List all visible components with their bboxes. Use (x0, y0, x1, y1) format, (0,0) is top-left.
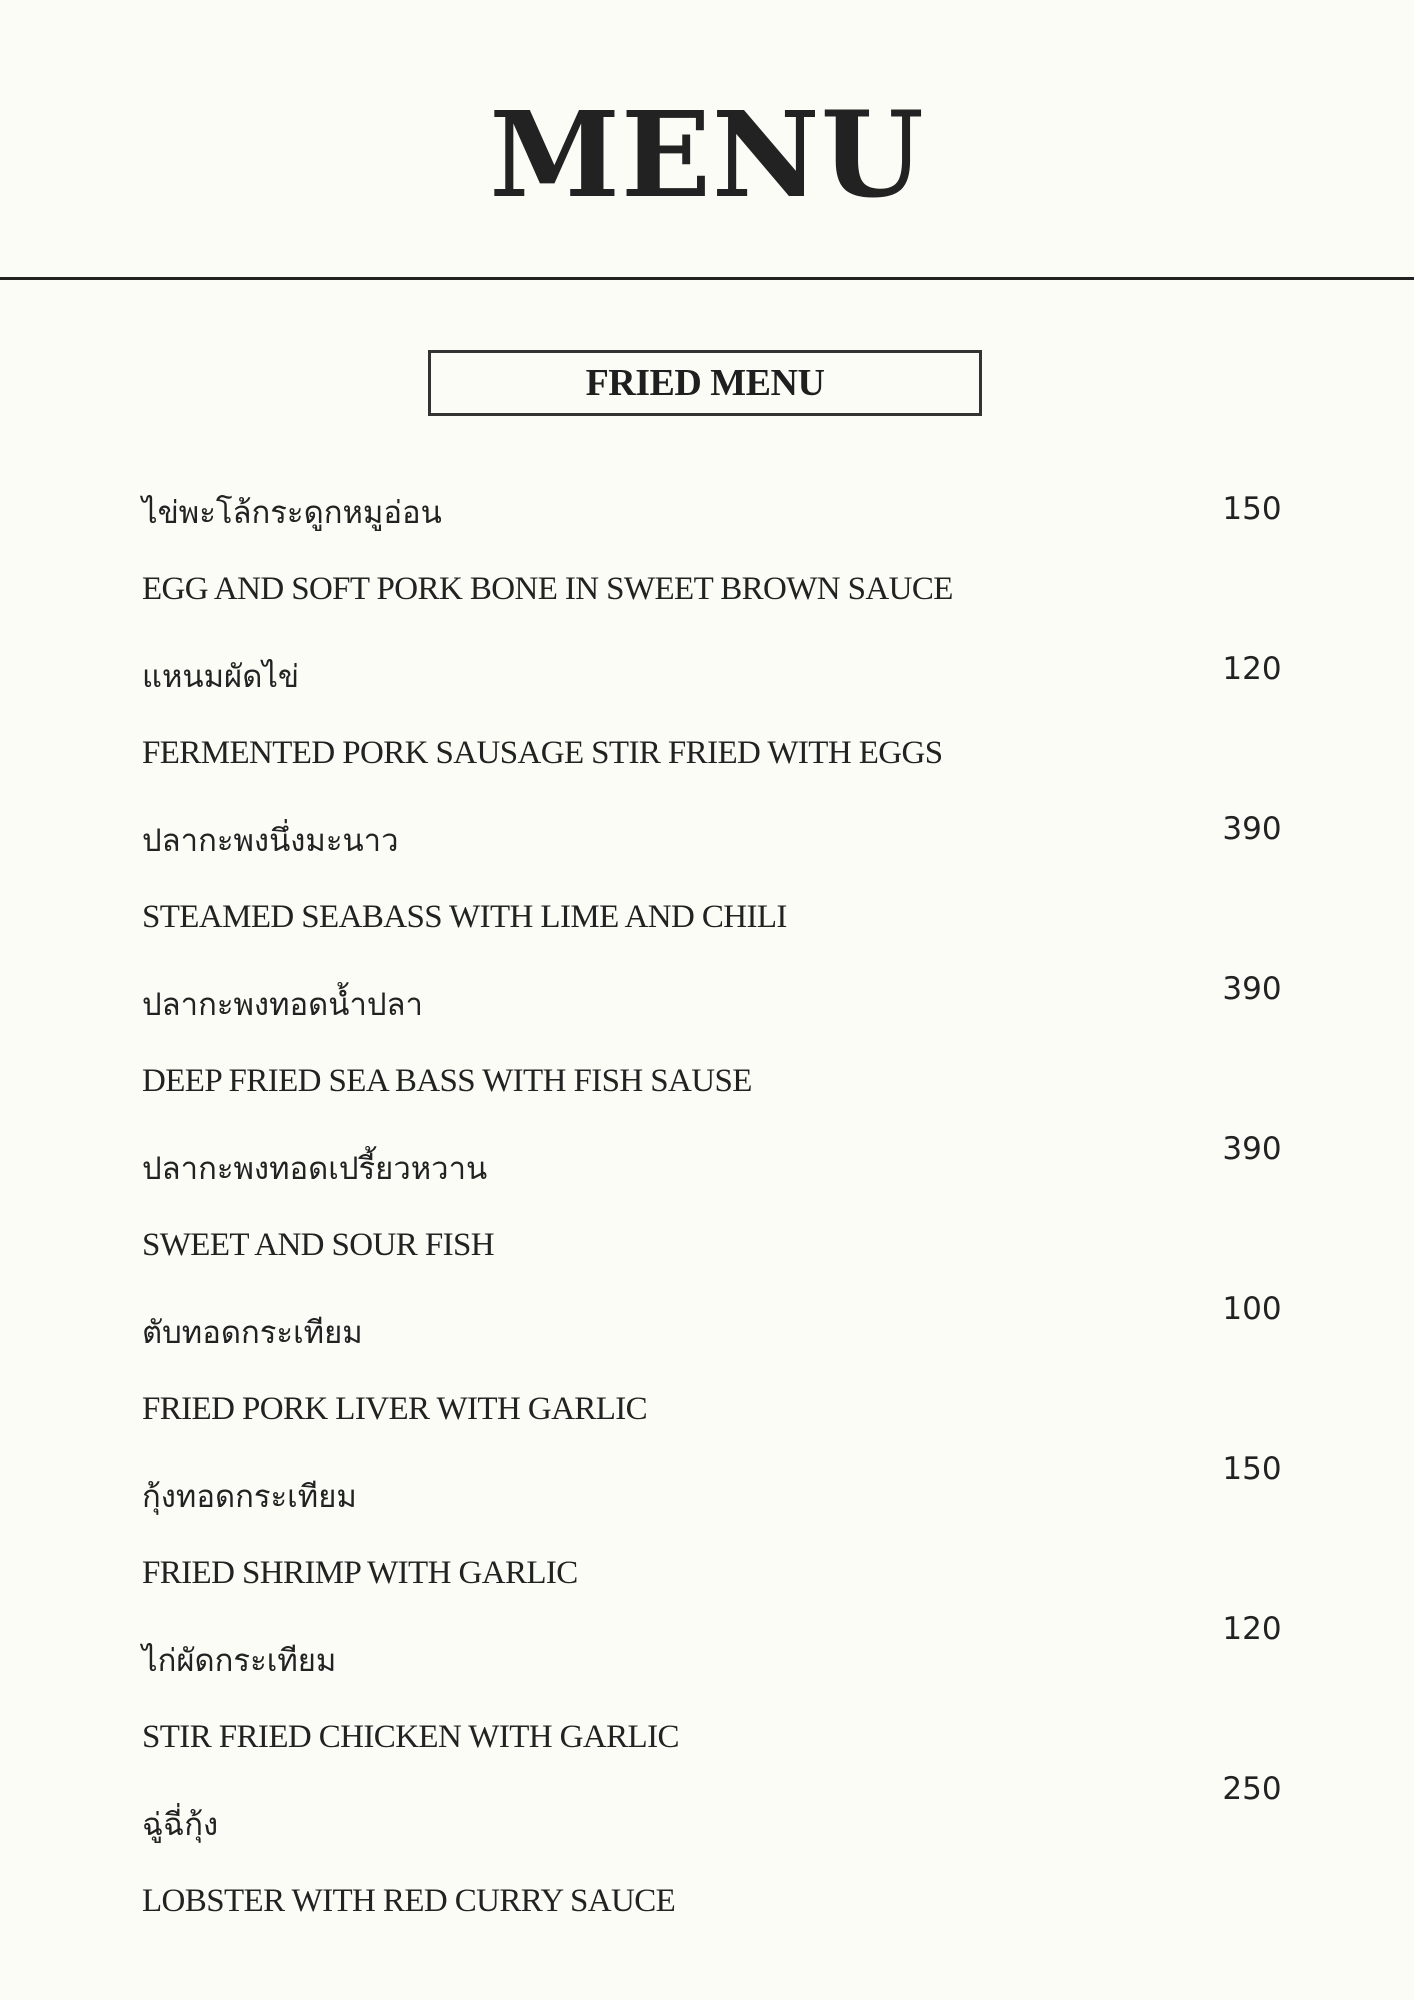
menu-item-price: 250 (1222, 1771, 1282, 1807)
menu-item-thai-name: ไก่ผัดกระเทียม (142, 1643, 337, 1679)
menu-item-price: 390 (1222, 1131, 1282, 1167)
menu-item-thai-name: แหนมผัดไข่ (142, 659, 300, 695)
menu-item-english-name: DEEP FRIED SEA BASS WITH FISH SAUSE (142, 1063, 752, 1099)
menu-item-price: 120 (1222, 651, 1282, 687)
menu-item-price: 100 (1222, 1291, 1282, 1327)
header-divider (0, 277, 1414, 280)
menu-item-thai-name: ไข่พะโล้กระดูกหมูอ่อน (142, 495, 442, 531)
page-title: MENU (489, 85, 925, 224)
menu-item-english-name: LOBSTER WITH RED CURRY SAUCE (142, 1883, 676, 1919)
section-title: FRIED MENU (585, 362, 825, 404)
menu-item-thai-name: กุ้งทอดกระเทียม (142, 1479, 357, 1515)
menu-item-price: 120 (1222, 1611, 1282, 1647)
menu-item-english-name: STEAMED SEABASS WITH LIME AND CHILI (142, 899, 787, 935)
menu-item-english-name: FERMENTED PORK SAUSAGE STIR FRIED WITH EGGS (142, 735, 943, 771)
menu-item-english-name: FRIED SHRIMP WITH GARLIC (142, 1555, 578, 1591)
menu-item-english-name: SWEET AND SOUR FISH (142, 1227, 494, 1263)
menu-item-price: 390 (1222, 971, 1282, 1007)
menu-item-thai-name: ปลากะพงทอดเปรี้ยวหวาน (142, 1151, 488, 1187)
menu-item-english-name: EGG AND SOFT PORK BONE IN SWEET BROWN SAUCE (142, 571, 953, 607)
menu-item-english-name: FRIED PORK LIVER WITH GARLIC (142, 1391, 648, 1427)
menu-item-thai-name: ตับทอดกระเทียม (142, 1315, 363, 1351)
section-header-box (428, 350, 982, 416)
menu-item-english-name: STIR FRIED CHICKEN WITH GARLIC (142, 1719, 679, 1755)
menu-item-thai-name: ปลากะพงทอดน้ำปลา (142, 987, 423, 1023)
menu-item-price: 390 (1222, 811, 1282, 847)
menu-item-price: 150 (1222, 1451, 1282, 1487)
menu-item-thai-name: ฉู่ฉี่กุ้ง (142, 1807, 219, 1843)
menu-item-price: 150 (1222, 491, 1282, 527)
menu-item-thai-name: ปลากะพงนึ่งมะนาว (142, 823, 399, 859)
